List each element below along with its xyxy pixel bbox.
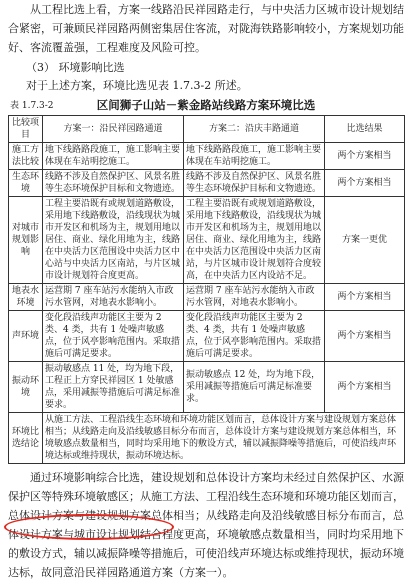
table-header-row [9, 116, 405, 143]
row-option-one: 振动敏感点 11 处，均为地下段，工程正上方穿民祥园区 1 处敏感点，采用减振等措施后可满足标准要求。 [43, 362, 184, 413]
section-heading: （3） 环境影响比选 [26, 61, 125, 74]
row-option-one: 运营期 7 座车站污水能纳入市政污水管网，对地表水影响小。 [43, 284, 184, 311]
table-row [9, 197, 405, 284]
row-result: 两个方案相当 [325, 284, 405, 311]
row-option-two: 变化段沿线声功能区主要为 2 类、4 类，共有 1 处噪声敏感点，位于风亭影响范围内。采取措施后可满足要求。 [184, 311, 325, 362]
environment-comparison-table [8, 115, 405, 464]
row-item: 环境比选结论 [9, 413, 43, 464]
row-result: 两个方案相当 [325, 311, 405, 362]
row-item: 施工方法比较 [9, 143, 43, 170]
table-row [9, 170, 405, 197]
header-option-two: 方案二：沿庆丰路通道 [184, 116, 325, 143]
row-result: 两个方案相当 [325, 170, 405, 197]
table-number: 表 1.7.3-2 [10, 101, 54, 111]
row-option-one: 线路不涉及自然保护区、风景名胜等生态环境保护目标和文物遗迹。 [43, 170, 184, 197]
row-result: 两个方案相当 [325, 143, 405, 170]
row-option-two: 工程主要沿既有或规划道路敷设，采用地下线路敷设，沿线现状为城市开发区和机场为主，规划用地以居住、商业、绿化用地为主，线路在中央活力区范围设中央活力区南站，与片区城市设计规划符合度较高，在中央活力区内设站不足。 [184, 197, 325, 284]
header-option-one: 方案一：沿民祥园路通道 [43, 116, 184, 143]
row-option-two: 振动敏感点 12 处，均为地下段，采用减振等措施后可满足标准要求。 [184, 362, 325, 413]
table-intro: 对于上述方案，环境比选见表 1.7.3-2 所述。 [26, 79, 248, 92]
row-item: 生态环境 [9, 170, 43, 197]
row-option-one: 变化段沿线声功能区主要为 2 类、4 类，共有 1 处噪声敏感点，位于风亭影响范围内。采取措施后可满足要求。 [43, 311, 184, 362]
paragraph-engineering-comparison: 从工程比选上看，方案一线路沿民祥园路走行，与中央活力区城市设计规划结合紧密，可兼顾民祥园路两侧密集居住客流，对陇海铁路影响较小，方案规划功能好、客流覆盖强，工程难度及风险可控。 [8, 3, 404, 54]
table-caption [8, 95, 404, 115]
table-row-conclusion [9, 413, 405, 464]
header-item: 比较项目 [9, 116, 43, 143]
table-row [9, 143, 405, 170]
row-option-one: 工程主要沿既有或规划道路敷设，采用地下线路敷设，沿线现状为城市开发区和机场为主，规划用地以居住、商业、绿化用地为主，线路在中央活力区范围设中央活力区中心站与中央活力区南站，与片区城市设计规划符合度更高。 [43, 197, 184, 284]
row-item: 振动环境 [9, 362, 43, 413]
row-option-two: 线路不涉及自然保护区、风景名胜等生态环境保护目标和文物遗迹。 [184, 170, 325, 197]
row-option-two: 运营期 7 座车站污水能纳入市政污水管网，对地表水影响小。 [184, 284, 325, 311]
table-row [9, 362, 405, 413]
conclusion-text: 从施工方法、工程沿线生态环境和环境功能区划而言，总体设计方案与建设规划方案总体相当；从线路走向及沿线敏感目标分布而言，总体设计方案与建设规划方案总体相当，环境敏感点数量相当，同时均采用地下的敷设方式，辅以减振降噪等措施后，可使沿线声环境达标或维持现状，振动环境达标。 [43, 413, 405, 464]
table-row [9, 284, 405, 311]
header-result: 比选结果 [325, 116, 405, 143]
row-item: 地表水环境 [9, 284, 43, 311]
row-option-one: 地下线路路段施工，施工影响主要体现在车站明挖施工。 [43, 143, 184, 170]
row-result: 方案一更优 [325, 197, 405, 284]
paragraph-conclusion: 通过环境影响综合比选，建设规划和总体设计方案均未经过自然保护区、水源保护区等特殊环境敏感区；从施工方法、工程沿线生态环境和环境功能区划而言，总体设计方案与建设规划方案总体相当；从线路走向及沿线敏感目标分布而言，总体设计方案与城市设计规划结合程度更高，环境敏感点数量相当，同时均采用地下的敷设方式，辅以减振降噪等措施后，可使沿线声环境达标或维持现状，振动环境达标，故同意沿民祥园路通道方案（方案一）。 [8, 471, 404, 579]
row-item: 对城市规划影响 [9, 197, 43, 284]
red-circle-annotation [4, 514, 174, 540]
table-title: 区间狮子山站－紫金路站线路方案环境比选 [96, 98, 316, 112]
table-row [9, 311, 405, 362]
row-result: 两个方案相当 [325, 362, 405, 413]
row-option-two: 地下线路路段施工，施工影响主要体现在车站明挖施工。 [184, 143, 325, 170]
row-item: 声环境 [9, 311, 43, 362]
